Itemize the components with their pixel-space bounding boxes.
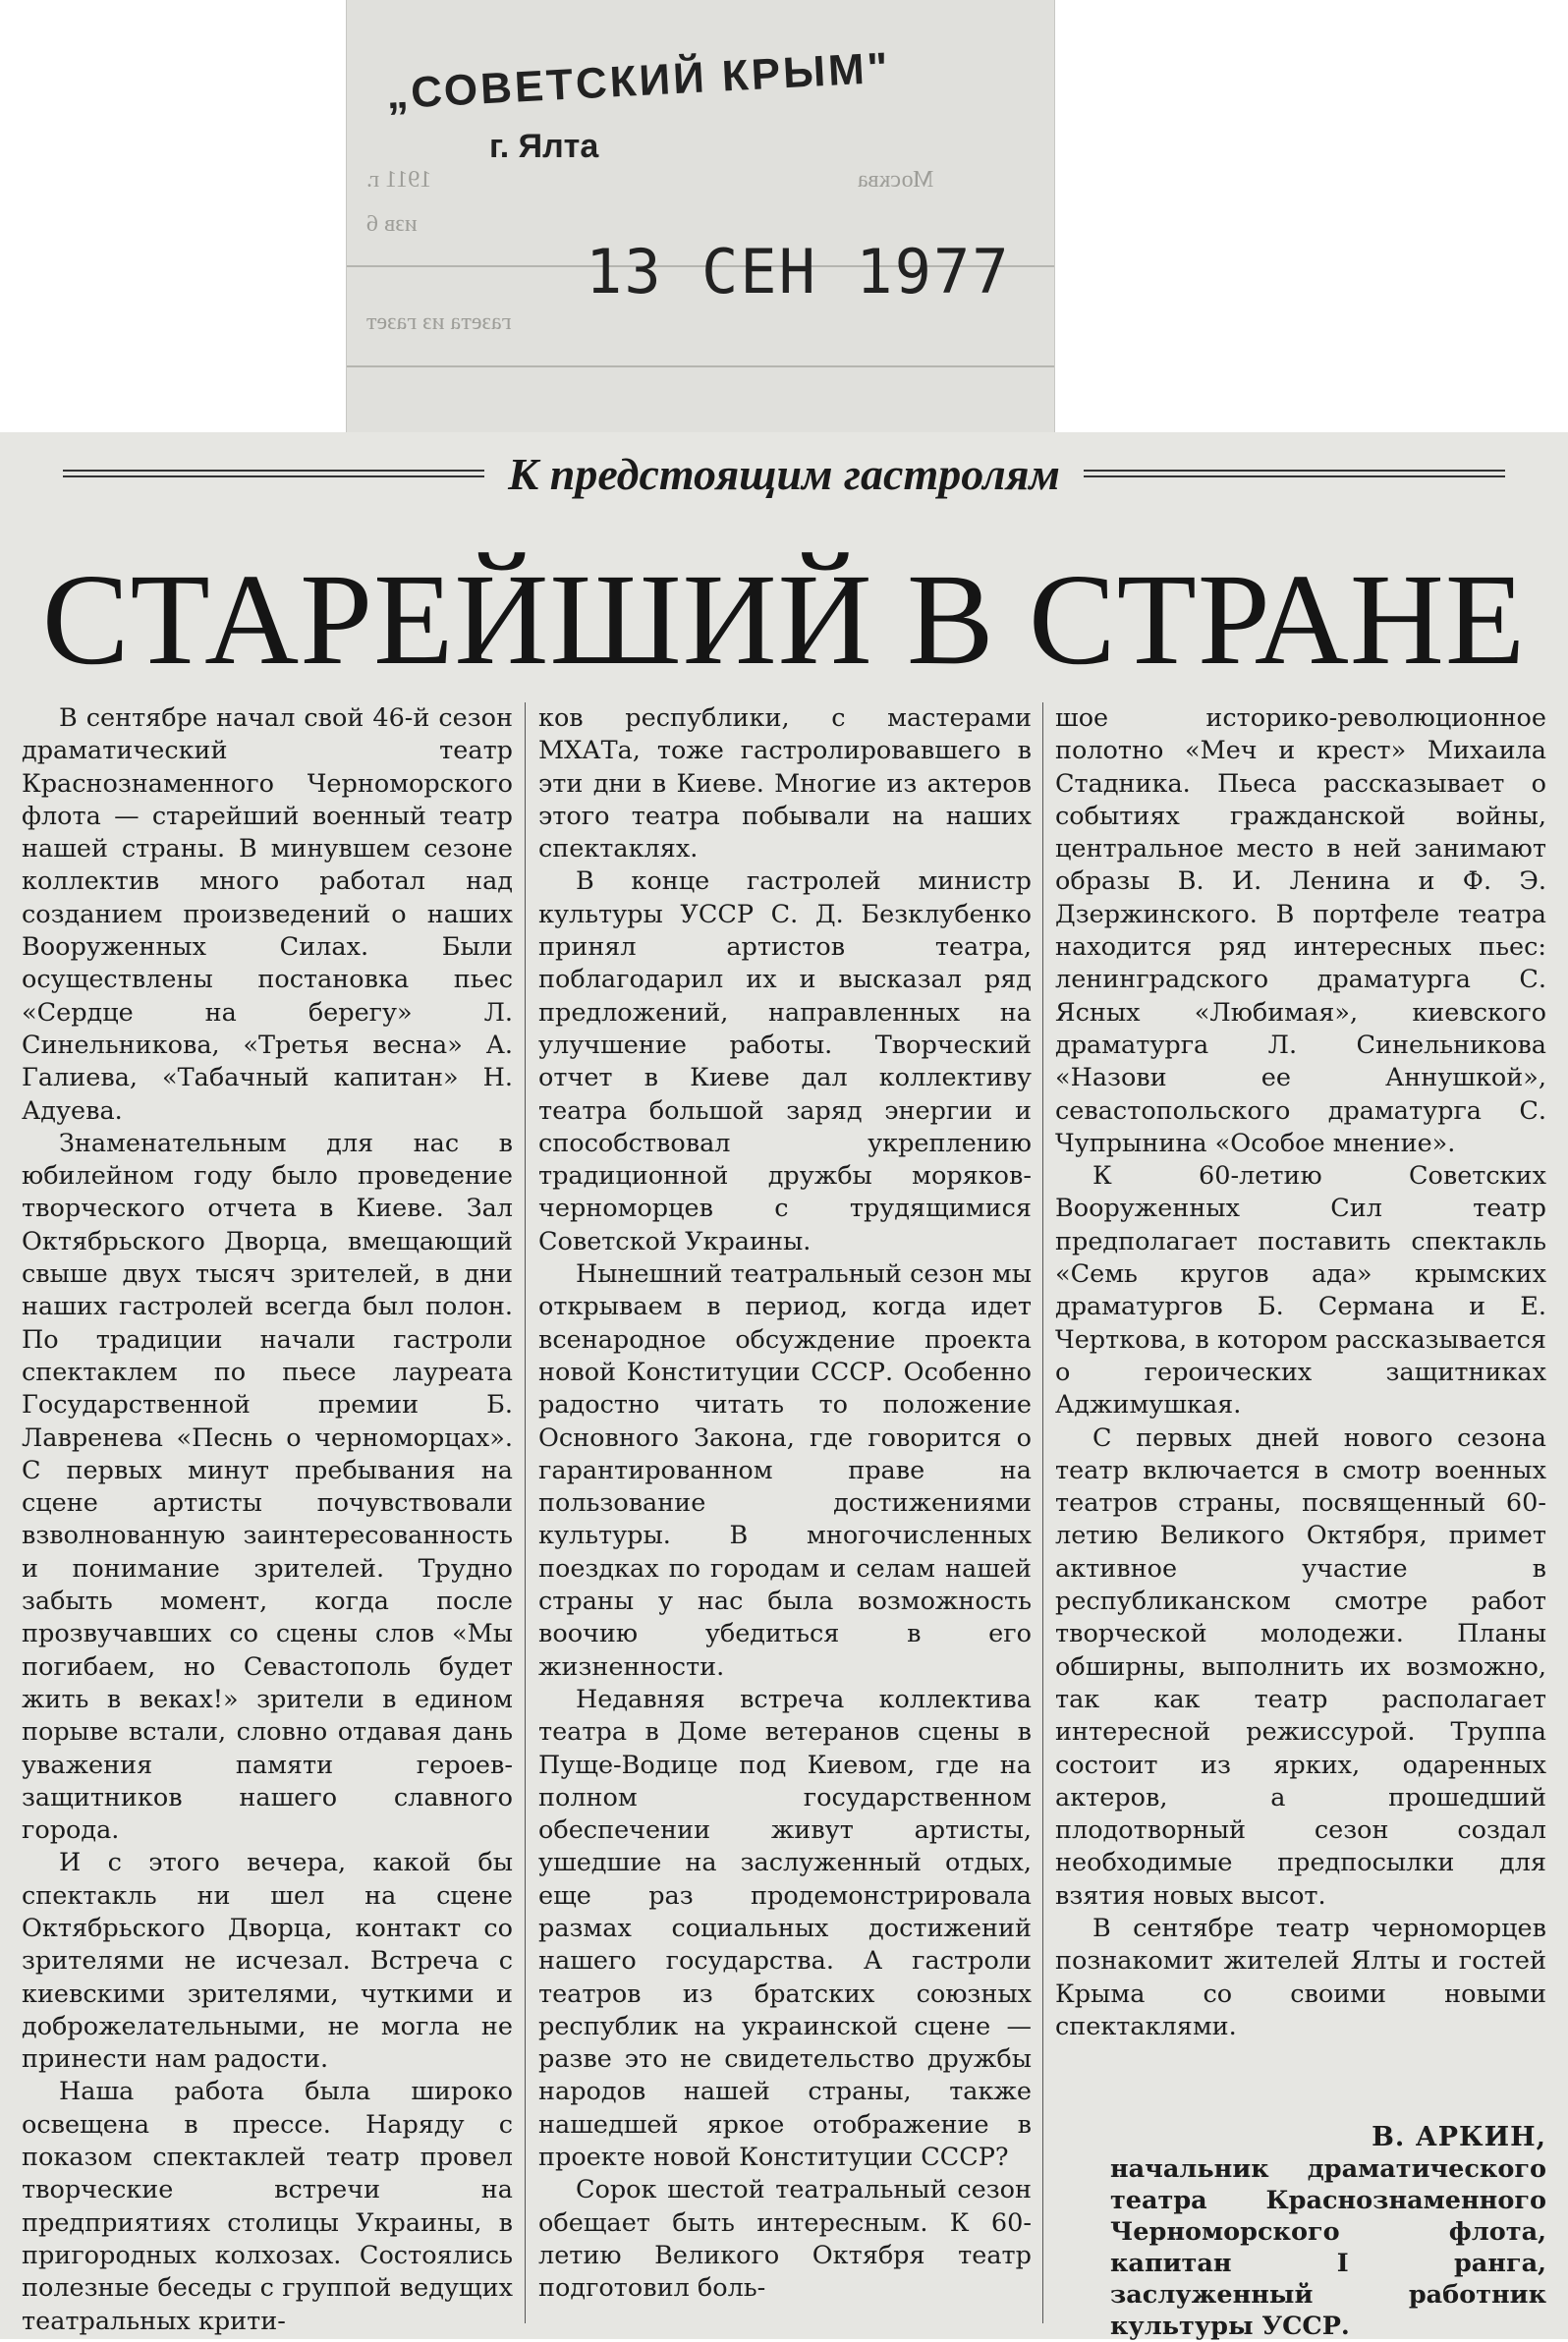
paragraph: Сорок шестой театральный сезон обещает быть интересным. К 60-летию Великого Октября театр подготовил боль-: [538, 2175, 1032, 2304]
paragraph: В сентябре театр черноморцев познакомит жителей Ялты и гостей Крыма со своими новыми спектаклями.: [1055, 1913, 1546, 2041]
clipping-date: 13 СЕН 1977: [586, 236, 1011, 307]
paragraph: К 60-летию Советских Вооруженных Сил театр предполагает поставить спектакль «Семь кругов ада» крымских драматургов Б. Сермана и Е. Черткова, в котором рассказывается о героических защитниках Аджимушкая.: [1055, 1161, 1546, 1421]
newspaper-name: „СОВЕТСКИЙ КРЫМ": [385, 43, 892, 119]
paragraph: Наша работа была широко освещена в прессе. Наряду с показом спектаклей театр провел творческие встречи на предприятиях столицы Украины, в пригородных колхозах. Состоялись полезные беседы с группой ведущих театральных крити-: [22, 2077, 513, 2336]
rubric-title: К предстоящим гастролям: [508, 448, 1060, 499]
newspaper-city: г. Ялта: [489, 128, 599, 165]
rubric-rule-right: [1084, 470, 1505, 477]
column-divider: [525, 702, 526, 2323]
paragraph: С первых дней нового сезона театр включается в смотр военных театров страны, посвященный 60-летию Великого Октября, примет активное участие в республиканском смотре работ творческой молодежи. Планы обширны, выполнить их возможно, так как театр располагает интересной режиссурой. Труппа состоит из ярких, одаренных актеров, а прошедший плодотворный сезон создал необходимые предпосылки для взятия новых высот.: [1055, 1422, 1546, 1911]
author-name: В. АРКИН,: [1372, 2122, 1546, 2152]
archive-stamp: [346, 0, 1055, 434]
paragraph: Недавняя встреча коллектива театра в Доме ветеранов сцены в Пуще-Водице под Киевом, где на полном государственном обеспечении живут артисты, ушедшие на заслуженный отдых, еще раз продемонстрировала размах социальных достижений нашего государства. А гастроли театров из братских союзных республик на украинской сцене — разве это не свидетельство дружбы народов нашей страны, также нашедшей яркое отображение в проекте новой Конституции СССР?: [538, 1684, 1032, 2173]
rubric-header: [39, 434, 1529, 513]
article-column-3: [1055, 702, 1546, 2043]
paragraph: И с этого вечера, какой бы спектакль ни шел на сцене Октябрьского Дворца, контакт со зрителями не исчезал. Встреча с киевскими зрителями, чуткими и доброжелательными, не могла не принести нам радости.: [22, 1848, 513, 2075]
bleed-text: Москва: [858, 167, 934, 193]
author-title: начальник драматического театра Краснознаменного Черноморского флота, капитан I ранга, заслуженный работник культуры УССР.: [1110, 2154, 1546, 2341]
article-headline: СТАРЕЙШИЙ В СТРАНЕ: [41, 546, 1527, 692]
paragraph: В сентябре начал свой 46-й сезон драматический театр Краснознаменного Черноморского флота — старейший военный театр нашей страны. В минувшем сезоне коллектив много работал над созданием произведений о наших Вооруженных Силах. Были осуществлены постановка пьес «Сердце на берегу» Л. Синельникова, «Третья весна» А. Галиева, «Табачный капитан» Н. Адуева.: [22, 703, 513, 1126]
paragraph: В конце гастролей министр культуры УССР С. Д. Безклубенко принял артистов театра, поблагодарил их и высказал ряд предложений, направленных на улучшение работы. Творческий отчет в Киеве дал коллективу театра большой заряд энергии и способствовал укреплению традиционной дружбы моряков-черноморцев с трудящимися Советской Украины.: [538, 866, 1032, 1256]
paragraph: Нынешний театральный сезон мы открываем в период, когда идет всенародное обсуждение проекта новой Конституции СССР. Особенно радостно читать то положение Основного Закона, где говорится о гарантированном праве на пользование достижениями культуры. В многочисленных поездках по городам и селам нашей страны у нас была возможность воочию убедиться в его жизненности.: [538, 1259, 1032, 1682]
stamp-rule: [347, 365, 1054, 367]
paragraph: ков республики, с мастерами МХАТа, тоже гастролировавшего в эти дни в Киеве. Многие из актеров этого театра побывали на наших спектаклях.: [538, 703, 1032, 864]
column-divider: [1042, 702, 1043, 2323]
bleed-text: изв 6: [366, 211, 418, 237]
article-column-2: [538, 702, 1032, 2306]
bleed-text: 1911 г.: [366, 167, 432, 193]
paragraph: Знаменательным для нас в юбилейном году было проведение творческого отчета в Киеве. Зал Октябрьского Дворца, вмещающий свыше двух тысяч зрителей, в дни наших гастролей всегда был полон. По традиции начали гастроли спектаклем по пьесе лауреата Государственной премии Б. Лавренева «Песнь о черноморцах». С первых минут пребывания на сцене артисты почувствовали взволнованную заинтересованность и понимание зрителей. Трудно забыть момент, когда после прозвучавших со сцены слов «Мы погибаем, но Севастополь будет жить в веках!» зрители в едином порыве встали, словно отдавая дань уважения памяти героев-защитников нашего славного города.: [22, 1128, 513, 1846]
bleed-text: газета из газет: [366, 309, 512, 335]
paragraph: шое историко-революционное полотно «Меч и крест» Михаила Стадника. Пьеса рассказывает о событиях гражданской войны, центральное место в ней занимают образы В. И. Ленина и Ф. Э. Дзержинского. В портфеле театра находится ряд интересных пьес: ленинградского драматурга С. Ясных «Любимая», киевского драматурга Л. Синельникова «Назови ее Аннушкой», севастопольского драматурга С. Чупрынина «Особое мнение».: [1055, 703, 1546, 1158]
rubric-rule-left: [63, 470, 484, 477]
article-column-1: [22, 702, 513, 2338]
author-signature: [1110, 2122, 1546, 2342]
